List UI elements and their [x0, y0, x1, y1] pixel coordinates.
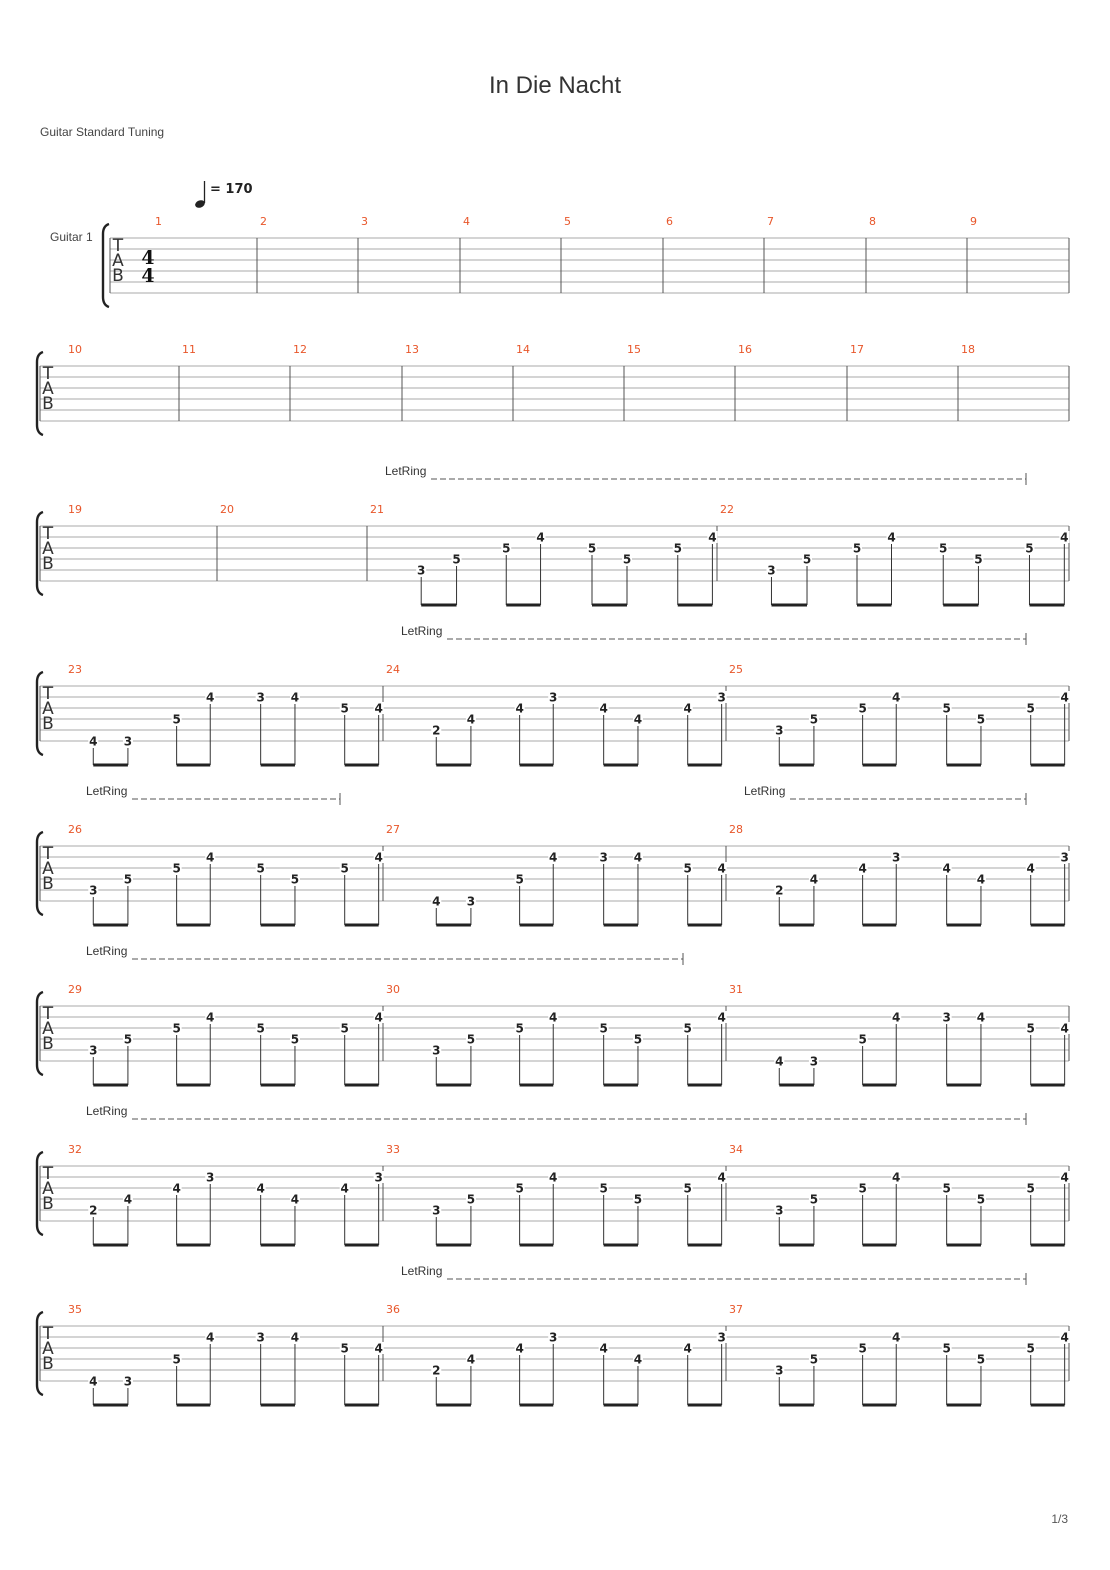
fret-number: 4 — [256, 1181, 265, 1196]
fret-number: 3 — [549, 690, 558, 705]
fret-number: 5 — [683, 861, 692, 876]
bar-number: 19 — [68, 503, 82, 516]
fret-number: 5 — [290, 1032, 300, 1047]
bar-number: 24 — [386, 663, 400, 676]
tab-clef-letter: B — [42, 1194, 54, 1214]
tab-clef-letter: T — [42, 364, 54, 384]
fret-number: 5 — [123, 1032, 133, 1047]
bar-number: 18 — [961, 343, 975, 356]
fret-number: 5 — [633, 1032, 643, 1047]
tab-clef-letter: T — [42, 1324, 54, 1344]
system-bracket — [103, 224, 109, 307]
fret-number: 3 — [775, 723, 784, 738]
fret-number: 3 — [775, 1203, 784, 1218]
fret-number: 5 — [1025, 541, 1034, 556]
bar-number: 1 — [155, 215, 162, 228]
tab-clef-letter: T — [42, 684, 54, 704]
fret-number: 4 — [206, 690, 215, 705]
fret-number: 5 — [858, 1032, 867, 1047]
fret-number: 5 — [683, 1181, 692, 1196]
measure — [738, 343, 847, 421]
tab-clef-letter: T — [112, 236, 124, 256]
fret-number: 4 — [599, 701, 608, 716]
fret-number: 4 — [536, 530, 545, 545]
fret-number: 4 — [633, 1352, 643, 1367]
fret-number: 4 — [515, 1341, 524, 1356]
fret-number: 4 — [89, 734, 98, 749]
fret-number: 5 — [976, 1352, 986, 1367]
fret-number: 4 — [717, 861, 726, 876]
bar-number: 22 — [720, 503, 734, 516]
fret-number: 3 — [599, 850, 608, 865]
fret-number: 5 — [123, 872, 133, 887]
measure — [68, 503, 217, 581]
tab-system — [37, 784, 1070, 925]
fret-number: 4 — [466, 1352, 476, 1367]
let-ring-marker — [86, 1104, 1026, 1125]
bar-number: 15 — [627, 343, 641, 356]
fret-number: 2 — [432, 1363, 441, 1378]
measure — [463, 215, 561, 293]
let-ring-label: LetRing — [744, 784, 786, 798]
measure — [68, 343, 179, 421]
fret-number: 4 — [887, 530, 896, 545]
fret-number: 2 — [432, 723, 441, 738]
measure — [729, 1143, 1070, 1245]
fret-number: 4 — [717, 1010, 726, 1025]
bar-number: 23 — [68, 663, 82, 676]
fret-number: 5 — [1026, 701, 1035, 716]
fret-number: 3 — [809, 1054, 819, 1069]
measure — [666, 215, 764, 293]
fret-number: 5 — [858, 701, 867, 716]
tab-clef-letter: A — [112, 251, 124, 271]
fret-number: 4 — [374, 1010, 383, 1025]
fret-number: 4 — [432, 894, 441, 909]
fret-number: 2 — [775, 883, 784, 898]
fret-number: 3 — [256, 690, 265, 705]
fret-number: 3 — [432, 1203, 441, 1218]
fret-number: 4 — [1060, 690, 1069, 705]
bar-number: 26 — [68, 823, 82, 836]
tab-clef-letter: B — [112, 266, 124, 286]
fret-number: 4 — [942, 861, 951, 876]
tab-clef-letter: A — [42, 859, 54, 879]
measure — [68, 663, 384, 765]
bar-number: 14 — [516, 343, 530, 356]
bar-number: 30 — [386, 983, 400, 996]
bar-number: 27 — [386, 823, 400, 836]
bar-number: 17 — [850, 343, 864, 356]
fret-number: 5 — [942, 1181, 951, 1196]
fret-number: 5 — [809, 1192, 819, 1207]
fret-number: 4 — [858, 861, 867, 876]
fret-number: 3 — [942, 1010, 951, 1025]
tab-system — [103, 215, 1069, 307]
tab-clef-letter: B — [42, 874, 54, 894]
fret-number: 2 — [89, 1203, 98, 1218]
fret-number: 3 — [256, 1330, 265, 1345]
fret-number: 4 — [775, 1054, 784, 1069]
fret-number: 3 — [123, 1374, 133, 1389]
fret-number: 4 — [206, 1330, 215, 1345]
bar-number: 4 — [463, 215, 470, 228]
fret-number: 4 — [549, 850, 558, 865]
tab-system — [37, 944, 1070, 1085]
fret-number: 5 — [599, 1021, 608, 1036]
measure — [516, 343, 624, 421]
score-header — [50, 181, 253, 244]
fret-number: 4 — [683, 701, 692, 716]
fret-number: 5 — [172, 861, 181, 876]
bar-number: 28 — [729, 823, 743, 836]
measure — [386, 663, 727, 765]
tab-clef-letter: T — [42, 1164, 54, 1184]
fret-number: 5 — [802, 552, 812, 567]
bar-number: 31 — [729, 983, 743, 996]
fret-number: 4 — [549, 1010, 558, 1025]
let-ring-marker — [86, 784, 340, 805]
let-ring-marker — [86, 944, 683, 965]
fret-number: 4 — [892, 1330, 901, 1345]
let-ring-marker — [744, 784, 1026, 805]
tab-systems — [37, 215, 1070, 1405]
tab-clef-letter: A — [42, 1019, 54, 1039]
let-ring-label: LetRing — [86, 944, 128, 958]
bar-number: 34 — [729, 1143, 743, 1156]
track-name: Guitar 1 — [50, 230, 93, 244]
bar-number: 2 — [260, 215, 267, 228]
measure — [729, 663, 1070, 765]
measure — [68, 823, 384, 925]
bar-number: 12 — [293, 343, 307, 356]
tuning-label: Guitar Standard Tuning — [40, 125, 165, 139]
tab-clef-letter: A — [42, 1339, 54, 1359]
fret-number: 4 — [206, 1010, 215, 1025]
fret-number: 4 — [599, 1341, 608, 1356]
fret-number: 5 — [452, 552, 461, 567]
fret-number: 5 — [858, 1181, 867, 1196]
fret-number: 5 — [515, 1021, 524, 1036]
bar-number: 36 — [386, 1303, 400, 1316]
time-signature-bottom: 4 — [141, 265, 155, 287]
bar-number: 9 — [970, 215, 977, 228]
fret-number: 4 — [1060, 1021, 1069, 1036]
let-ring-label: LetRing — [401, 1264, 443, 1278]
tab-clef-letter: T — [42, 844, 54, 864]
fret-number: 5 — [942, 701, 951, 716]
measure — [729, 823, 1070, 925]
fret-number: 5 — [172, 1352, 181, 1367]
bar-number: 32 — [68, 1143, 82, 1156]
fret-number: 3 — [123, 734, 133, 749]
fret-number: 3 — [89, 1043, 98, 1058]
tab-system — [37, 1104, 1070, 1245]
fret-number: 4 — [976, 872, 986, 887]
measure — [869, 215, 967, 293]
measure — [386, 823, 727, 925]
bar-number: 3 — [361, 215, 368, 228]
fret-number: 3 — [1060, 850, 1069, 865]
let-ring-marker — [385, 464, 1026, 485]
fret-number: 4 — [374, 850, 383, 865]
fret-number: 5 — [976, 1192, 986, 1207]
fret-number: 4 — [290, 1330, 300, 1345]
fret-number: 5 — [256, 1021, 265, 1036]
fret-number: 5 — [1026, 1021, 1035, 1036]
bar-number: 8 — [869, 215, 876, 228]
fret-number: 5 — [599, 1181, 608, 1196]
fret-number: 5 — [172, 1021, 181, 1036]
fret-number: 5 — [974, 552, 983, 567]
fret-number: 5 — [809, 1352, 819, 1367]
measure — [729, 983, 1070, 1085]
fret-number: 4 — [892, 1170, 901, 1185]
fret-number: 4 — [633, 712, 643, 727]
fret-number: 3 — [374, 1170, 383, 1185]
fret-number: 3 — [717, 690, 726, 705]
measure — [293, 343, 402, 421]
fret-number: 5 — [942, 1341, 951, 1356]
fret-number: 4 — [374, 701, 383, 716]
fret-number: 5 — [673, 541, 682, 556]
fret-number: 5 — [587, 541, 597, 556]
measure — [627, 343, 735, 421]
let-ring-label: LetRing — [401, 624, 443, 638]
let-ring-marker — [401, 1264, 1026, 1285]
fret-number: 5 — [290, 872, 300, 887]
fret-number: 5 — [340, 1341, 349, 1356]
bar-number: 16 — [738, 343, 752, 356]
measure — [68, 1143, 384, 1245]
tab-system — [37, 1264, 1070, 1405]
fret-number: 5 — [809, 712, 819, 727]
measure — [155, 215, 257, 293]
fret-number: 4 — [683, 1341, 692, 1356]
fret-number: 3 — [89, 883, 98, 898]
fret-number: 4 — [1060, 1330, 1069, 1345]
fret-number: 5 — [340, 701, 349, 716]
time-signature-top: 4 — [141, 247, 155, 269]
fret-number: 5 — [466, 1032, 476, 1047]
fret-number: 3 — [432, 1043, 441, 1058]
fret-number: 4 — [633, 850, 643, 865]
tab-system — [37, 624, 1070, 765]
fret-number: 4 — [466, 712, 476, 727]
fret-number: 5 — [852, 541, 862, 556]
fret-number: 4 — [892, 1010, 901, 1025]
measure — [370, 503, 717, 605]
tab-system — [37, 464, 1069, 605]
fret-number: 5 — [340, 1021, 349, 1036]
measure — [386, 983, 727, 1085]
fret-number: 5 — [1026, 1341, 1035, 1356]
measure — [850, 343, 958, 421]
measure — [961, 343, 1069, 421]
fret-number: 4 — [1026, 861, 1035, 876]
bar-number: 37 — [729, 1303, 743, 1316]
fret-number: 5 — [515, 872, 524, 887]
fret-number: 5 — [256, 861, 265, 876]
tab-clef-letter: T — [42, 1004, 54, 1024]
bar-number: 5 — [564, 215, 571, 228]
bar-number: 21 — [370, 503, 384, 516]
fret-number: 4 — [1060, 1170, 1069, 1185]
let-ring-marker — [401, 624, 1026, 645]
bar-number: 11 — [182, 343, 196, 356]
measure — [405, 343, 513, 421]
bar-number: 25 — [729, 663, 743, 676]
measure — [386, 1303, 727, 1405]
measure — [386, 1143, 727, 1245]
let-ring-label: LetRing — [86, 1104, 128, 1118]
fret-number: 3 — [417, 563, 426, 578]
fret-number: 4 — [549, 1170, 558, 1185]
fret-number: 4 — [340, 1181, 349, 1196]
bar-number: 20 — [220, 503, 234, 516]
fret-number: 5 — [683, 1021, 692, 1036]
let-ring-label: LetRing — [86, 784, 128, 798]
tab-clef-letter: B — [42, 1034, 54, 1054]
bar-number: 13 — [405, 343, 419, 356]
tab-clef-letter: A — [42, 379, 54, 399]
fret-number: 5 — [633, 1192, 643, 1207]
fret-number: 5 — [976, 712, 986, 727]
fret-number: 4 — [123, 1192, 133, 1207]
fret-number: 4 — [89, 1374, 98, 1389]
fret-number: 3 — [206, 1170, 215, 1185]
fret-number: 4 — [206, 850, 215, 865]
tab-system — [37, 343, 1069, 435]
measure — [729, 1303, 1070, 1405]
tab-clef-letter: A — [42, 699, 54, 719]
measure — [68, 1303, 384, 1405]
measure — [564, 215, 663, 293]
fret-number: 4 — [809, 872, 819, 887]
measure — [182, 343, 290, 421]
fret-number: 4 — [717, 1170, 726, 1185]
tab-clef-letter: B — [42, 554, 54, 574]
fret-number: 4 — [1060, 530, 1069, 545]
page-number: 1/3 — [1051, 1512, 1068, 1526]
measure — [68, 983, 384, 1085]
bar-number: 35 — [68, 1303, 82, 1316]
fret-number: 4 — [976, 1010, 986, 1025]
measure — [361, 215, 460, 293]
tab-clef-letter: A — [42, 539, 54, 559]
bar-number: 29 — [68, 983, 82, 996]
tab-clef-letter: B — [42, 1354, 54, 1374]
fret-number: 4 — [290, 1192, 300, 1207]
fret-number: 5 — [172, 712, 181, 727]
tab-clef-letter: B — [42, 714, 54, 734]
fret-number: 5 — [340, 861, 349, 876]
tempo-marking: = 170 — [210, 182, 253, 197]
bar-number: 6 — [666, 215, 673, 228]
fret-number: 5 — [502, 541, 511, 556]
fret-number: 4 — [290, 690, 300, 705]
song-title: In Die Nacht — [488, 72, 622, 99]
fret-number: 4 — [892, 690, 901, 705]
fret-number: 5 — [622, 552, 632, 567]
measure — [220, 503, 367, 581]
fret-number: 4 — [172, 1181, 181, 1196]
tab-clef-letter: T — [42, 524, 54, 544]
tab-clef-letter: B — [42, 394, 54, 414]
fret-number: 4 — [515, 701, 524, 716]
bar-number: 33 — [386, 1143, 400, 1156]
fret-number: 5 — [515, 1181, 524, 1196]
measure — [720, 503, 1069, 605]
fret-number: 3 — [717, 1330, 726, 1345]
fret-number: 3 — [549, 1330, 558, 1345]
measure — [767, 215, 866, 293]
fret-number: 3 — [466, 894, 476, 909]
bar-number: 7 — [767, 215, 774, 228]
fret-number: 3 — [892, 850, 901, 865]
fret-number: 3 — [767, 563, 776, 578]
bar-number: 10 — [68, 343, 82, 356]
fret-number: 5 — [1026, 1181, 1035, 1196]
fret-number: 5 — [466, 1192, 476, 1207]
fret-number: 4 — [374, 1341, 383, 1356]
measure — [970, 215, 1069, 293]
measure — [260, 215, 358, 293]
fret-number: 5 — [939, 541, 948, 556]
fret-number: 3 — [775, 1363, 784, 1378]
fret-number: 5 — [858, 1341, 867, 1356]
tab-clef-letter: A — [42, 1179, 54, 1199]
let-ring-label: LetRing — [385, 464, 427, 478]
fret-number: 4 — [708, 530, 717, 545]
